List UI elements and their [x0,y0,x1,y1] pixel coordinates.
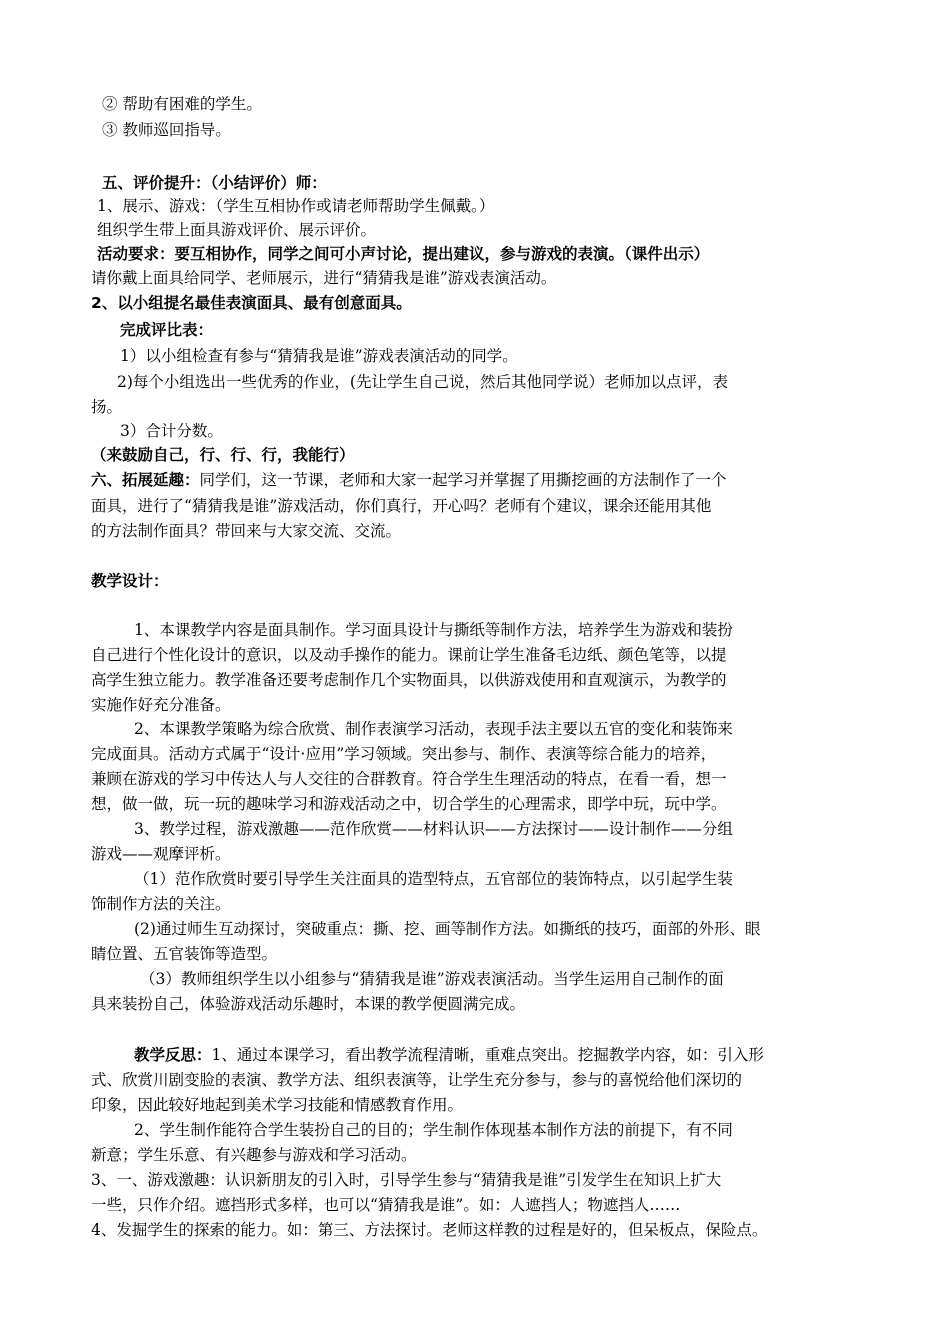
text-line: 1、本课教学内容是面具制作。学习面具设计与撕纸等制作方法，培养学生为游戏和装扮 [134,621,733,639]
text-line: 3、教学过程，游戏激趣——范作欣赏——材料认识——方法探讨——设计制作——分组 [134,820,733,838]
text-line: 面具，进行了“猜猜我是谁”游戏活动，你们真行，开心吗？老师有个建议，课余还能用其他 [91,497,712,515]
bold-line: （来鼓励自己，行、行、行，我能行） [91,446,355,464]
text-line: 印象，因此较好地起到美术学习技能和情感教育作用。 [91,1096,464,1114]
text-line: 自己进行个性化设计的意识，以及动手操作的能力。课前让学生准备毛边纸、颜色笔等，以提 [91,646,727,664]
text-line: 一些，只作介绍。遮挡形式多样，也可以“猜猜我是谁”。如：人遮挡人；物遮挡人…… [91,1196,681,1214]
bold-line: 2、以小组提名最佳表演面具、最有创意面具。 [91,294,412,312]
text-line: 式、欣赏川剧变脸的表演、教学方法、组织表演等，让学生充分参与，参与的喜悦给他们深切的 [91,1071,743,1089]
text-line: 新意；学生乐意、有兴趣参与游戏和学习活动。 [91,1146,417,1164]
text-line: 饰制作方法的关注。 [91,895,231,913]
text-line: 具来装扮自己，体验游戏活动乐趣时，本课的教学便圆满完成。 [91,995,526,1013]
text-line [134,1043,764,1067]
section-heading: 教学设计： [91,572,169,590]
bold-line: 完成评比表： [120,321,214,339]
text-line: 兼顾在游戏的学习中传达人与人交往的合群教育。符合学生生理活动的特点，在看一看，想一 [91,770,727,788]
text-line: 1、展示、游戏：（学生互相协作或请老师帮助学生佩戴。） [97,197,495,215]
inline-heading: 教学反思： [134,1046,212,1064]
text-line: ② 帮助有困难的学生。 [102,95,262,113]
text-line: 的方法制作面具？带回来与大家交流、交流。 [91,522,402,540]
inline-text: 1、通过本课学习，看出教学流程清晰，重难点突出。挖掘教学内容，如：引入形 [211,1046,764,1064]
text-line [91,468,727,492]
text-line: 高学生独立能力。教学准备还要考虑制作几个实物面具，以供游戏使用和直观演示，为教学的 [91,671,727,689]
inline-text: 同学们，这一节课，老师和大家一起学习并掌握了用撕挖画的方法制作了一个 [199,471,727,489]
text-line: 完成面具。活动方式属于“设计·应用”学习领域。突出参与、制作、表演等综合能力的培养， [91,745,717,763]
text-line: 组织学生带上面具游戏评价、展示评价。 [97,221,377,239]
text-line: （1）范作欣赏时要引导学生关注面具的造型特点，五官部位的装饰特点，以引起学生装 [134,870,733,888]
text-line: ③ 教师巡回指导。 [102,121,231,139]
text-line: 请你戴上面具给同学、老师展示，进行“猜猜我是谁”游戏表演活动。 [91,269,557,287]
text-line: 睛位置、五官装饰等造型。 [91,945,278,963]
text-line: 实施作好充分准备。 [91,696,231,714]
text-line: 2)每个小组选出一些优秀的作业，(先让学生自己说，然后其他同学说）老师加以点评，表 [117,373,728,391]
inline-heading: 六、拓展延趣： [91,471,200,489]
text-line: （3）教师组织学生以小组参与“猜猜我是谁”游戏表演活动。当学生运用自己制作的面 [140,970,724,988]
text-line: 想，做一做，玩一玩的趣味学习和游戏活动之中，切合学生的心理需求，即学中玩，玩中学。 [91,795,727,813]
text-line: (2)通过师生互动探讨，突破重点：撕、挖、画等制作方法。如撕纸的技巧，面部的外形、眼 [134,920,761,938]
text-line: 游戏——观摩评析。 [91,845,231,863]
text-line: 1）以小组检查有参与“猜猜我是谁”游戏表演活动的同学。 [120,347,518,365]
text-line: 2、本课教学策略为综合欣赏、制作表演学习活动，表现手法主要以五官的变化和装饰来 [134,720,733,738]
text-line: 4、发掘学生的探索的能力。如：第三、方法探讨。老师这样教的过程是好的，但呆板点，保险点。 [91,1221,768,1239]
bold-line: 活动要求：要互相协作，同学之间可小声讨论，提出建议，参与游戏的表演。（课件出示） [97,245,710,263]
section-heading: 五、评价提升：（小结评价）师： [102,174,327,192]
text-line: 3）合计分数。 [120,422,223,440]
text-line: 3、一、游戏激趣：认识新朋友的引入时，引导学生参与“猜猜我是谁”引发学生在知识上扩大 [91,1171,722,1189]
text-line: 2、学生制作能符合学生装扮自己的目的；学生制作体现基本制作方法的前提下，有不同 [134,1121,733,1139]
text-line: 扬。 [91,398,123,416]
